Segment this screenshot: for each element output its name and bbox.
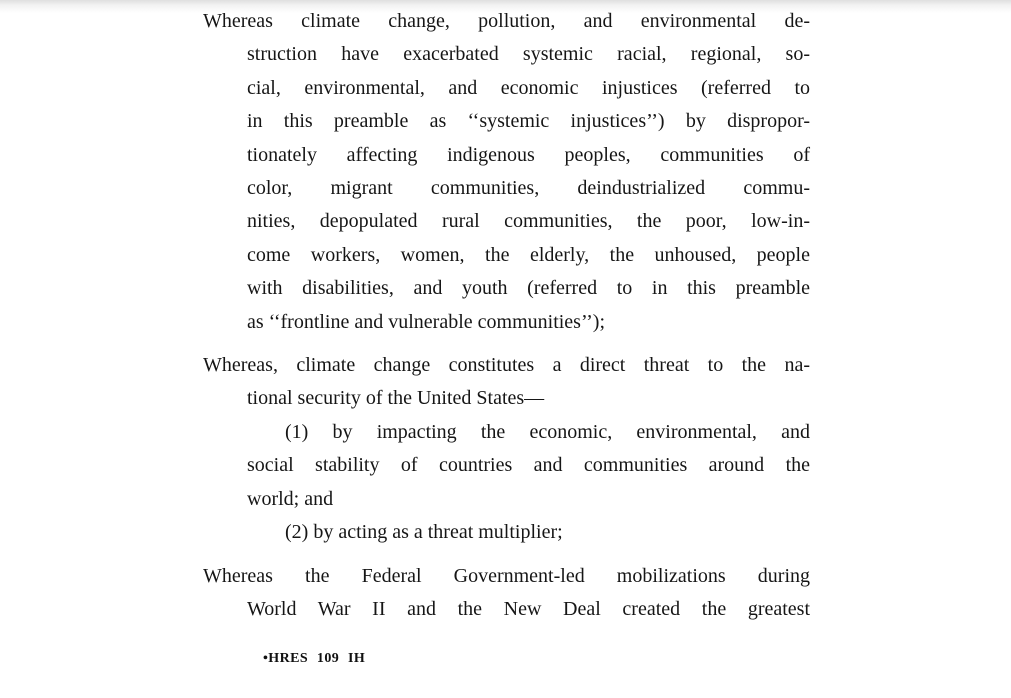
text-line: World War II and the New Deal created the greatest: [247, 597, 810, 620]
resolution-preamble: [203, 5, 810, 636]
text-line: with disabilities, and youth (referred to in this preamble: [247, 277, 810, 300]
text-line: social stability of countries and communities around the: [247, 454, 810, 477]
text-line: Whereas the Federal Government-led mobilizations during: [203, 564, 810, 587]
text-line: struction have exacerbated systemic racial, regional, so-: [247, 43, 810, 66]
text-line: come workers, women, the elderly, the unhoused, people: [247, 243, 810, 266]
text-line: (2) by acting as a threat multiplier;: [285, 521, 563, 544]
text-line: Whereas, climate change constitutes a direct threat to the na-: [203, 354, 810, 377]
text-line: Whereas climate change, pollution, and environmental de-: [203, 10, 810, 32]
text-line: tional security of the United States—: [247, 387, 545, 410]
whereas-clause-1: [203, 5, 810, 339]
text-line: tionately affecting indigenous peoples, communities of: [247, 143, 810, 166]
text-line: nities, depopulated rural communities, the poor, low-in-: [247, 210, 810, 233]
text-line: as ‘‘frontline and vulnerable communities’’);: [247, 310, 606, 333]
text-line: (1) by impacting the economic, environmental, and: [285, 420, 810, 443]
whereas-clause-3: [203, 560, 810, 627]
text-line: in this preamble as ‘‘systemic injustices’’) by dispropor-: [247, 110, 810, 133]
text-line: color, migrant communities, deindustrialized commu-: [247, 177, 810, 200]
text-line: world; and: [247, 487, 334, 510]
bill-footer-label: •HRES 109 IH: [263, 651, 366, 666]
whereas-clause-2: [203, 349, 810, 549]
bill-footer: [263, 651, 365, 667]
text-line: cial, environmental, and economic injustices (referred to: [247, 76, 810, 99]
